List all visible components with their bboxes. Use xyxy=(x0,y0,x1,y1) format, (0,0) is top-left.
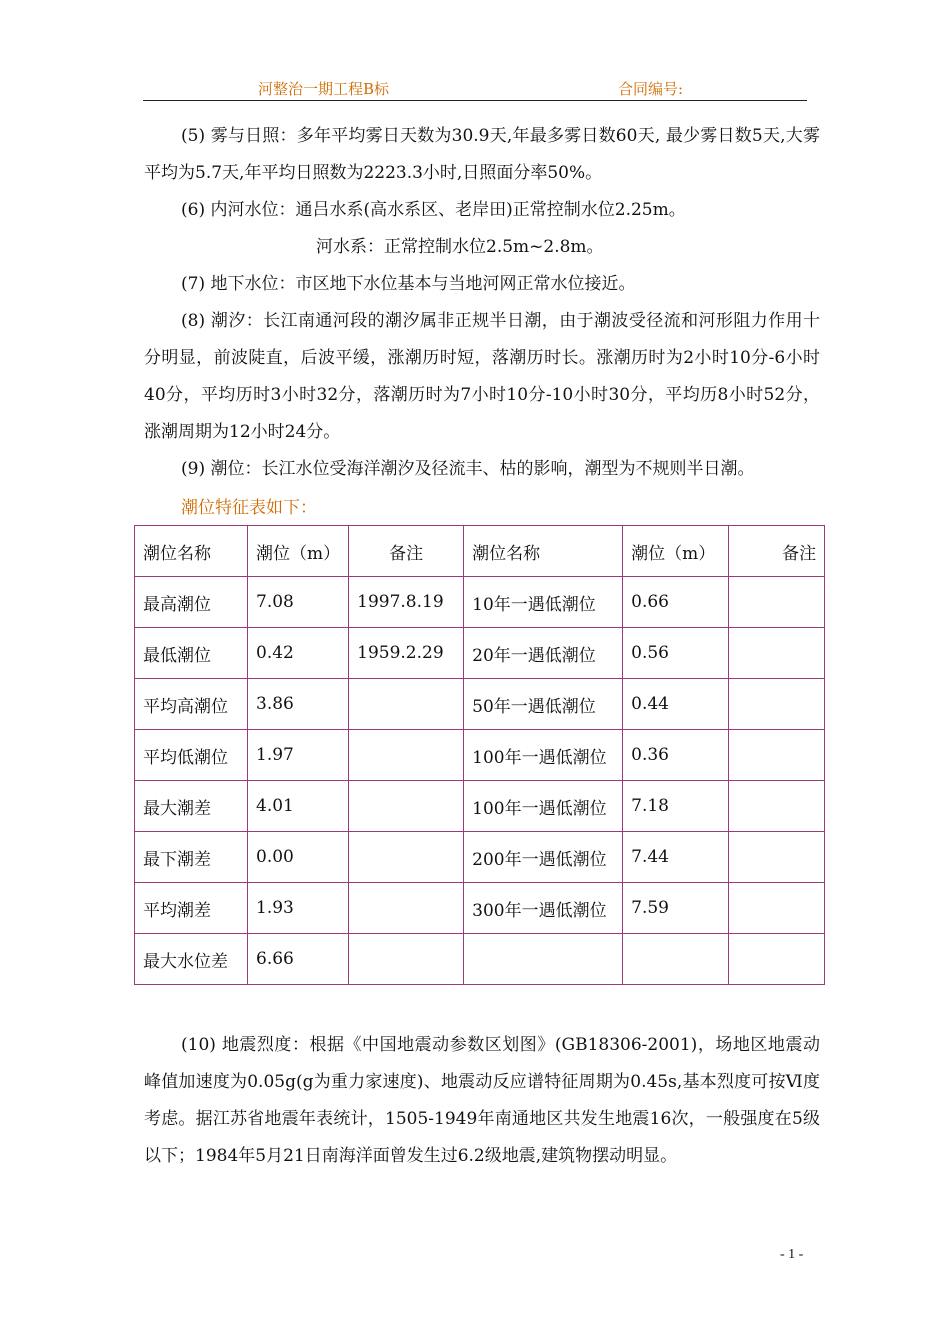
header-cell: 备注 xyxy=(729,526,825,577)
page-header xyxy=(143,76,807,101)
table-row xyxy=(135,577,825,628)
table-caption: 潮位特征表如下： xyxy=(181,498,317,518)
table-cell: 7.18 xyxy=(623,781,729,832)
paragraph-inland-water-level: (6) 内河水位：通吕水系(高水系区、老岸田)正常控制水位2.25m。 xyxy=(181,200,686,220)
paragraph-groundwater-level: (7) 地下水位：市区地下水位基本与当地河网正常水位接近。 xyxy=(181,274,636,294)
table-cell: 平均低潮位 xyxy=(135,730,248,781)
table-cell xyxy=(729,730,825,781)
table-row xyxy=(135,934,825,985)
tide-level-table xyxy=(134,525,825,985)
table-cell xyxy=(623,934,729,985)
table-cell: 100年一遇低潮位 xyxy=(464,730,623,781)
table-cell: 4.01 xyxy=(248,781,349,832)
table-cell xyxy=(729,628,825,679)
table-cell: 0.00 xyxy=(248,832,349,883)
header-cell: 潮位名称 xyxy=(135,526,248,577)
table-cell: 平均高潮位 xyxy=(135,679,248,730)
header-contract-number: 合同编号: xyxy=(618,80,684,98)
table-cell: 6.66 xyxy=(248,934,349,985)
table-cell xyxy=(349,781,464,832)
table-cell: 1.97 xyxy=(248,730,349,781)
table-row xyxy=(135,781,825,832)
table-cell: 100年一遇低潮位 xyxy=(464,781,623,832)
table-row xyxy=(135,832,825,883)
table-cell xyxy=(729,883,825,934)
table-cell: 3.86 xyxy=(248,679,349,730)
table-cell: 10年一遇低潮位 xyxy=(464,577,623,628)
table-row xyxy=(135,730,825,781)
table-cell: 1959.2.29 xyxy=(349,628,464,679)
table-cell: 平均潮差 xyxy=(135,883,248,934)
table-cell xyxy=(729,577,825,628)
table-cell xyxy=(729,832,825,883)
table-cell xyxy=(349,730,464,781)
header-cell: 潮位名称 xyxy=(464,526,623,577)
paragraph-seismic-intensity: (10) 地震烈度：根据《中国地震动参数区划图》(GB18306-2001)，场地区地震动峰值加速度为0.05g(g为重力家速度)、地震动反应谱特征周期为0.45s,基本烈度可按Ⅵ度考虑。据江苏省地震年表统计，1505-1949年南通地区共发生地震16次，一般强度在5级以下；1984年5月21日南海洋面曾发生过6.2级地震,建筑物摆动明显。 xyxy=(144,1035,820,1166)
paragraph-tide-level: (9) 潮位：长江水位受海洋潮汐及径流丰、枯的影响，潮型为不规则半日潮。 xyxy=(181,459,755,479)
table-cell xyxy=(729,679,825,730)
table-cell xyxy=(729,934,825,985)
table-cell xyxy=(464,934,623,985)
table-cell: 最低潮位 xyxy=(135,628,248,679)
table-cell: 50年一遇低潮位 xyxy=(464,679,623,730)
table-cell xyxy=(349,883,464,934)
table-cell: 1997.8.19 xyxy=(349,577,464,628)
table-row xyxy=(135,883,825,934)
paragraph-fog-sunshine: (5) 雾与日照：多年平均雾日天数为30.9天,年最多雾日数60天, 最少雾日数5天,大雾平均为5.7天,年平均日照数为2223.3小时,日照面分率50%。 xyxy=(144,126,820,183)
table-cell: 0.44 xyxy=(623,679,729,730)
table-header-row xyxy=(135,526,825,577)
table-cell: 300年一遇低潮位 xyxy=(464,883,623,934)
header-cell: 备注 xyxy=(349,526,464,577)
table-cell: 7.08 xyxy=(248,577,349,628)
table-cell: 200年一遇低潮位 xyxy=(464,832,623,883)
table-row xyxy=(135,628,825,679)
table-cell: 最大水位差 xyxy=(135,934,248,985)
table-cell: 最大潮差 xyxy=(135,781,248,832)
table-cell: 最下潮差 xyxy=(135,832,248,883)
table-cell: 0.56 xyxy=(623,628,729,679)
table-cell xyxy=(349,832,464,883)
table-cell: 0.66 xyxy=(623,577,729,628)
page-number: - 1 - xyxy=(780,1247,804,1262)
paragraph-tide: (8) 潮汐：长江南通河段的潮汐属非正规半日潮，由于潮波受径流和河形阻力作用十分明显，前波陡直，后波平缓，涨潮历时短，落潮历时长。涨潮历时为2小时10分-6小时40分，平均历时3小时32分，落潮历时为7小时10分-10小时30分，平均历8小时52分，涨潮周期为12小时24分。 xyxy=(144,311,820,442)
table-row xyxy=(135,679,825,730)
table-cell: 最高潮位 xyxy=(135,577,248,628)
table-cell xyxy=(349,934,464,985)
header-cell: 潮位（m） xyxy=(248,526,349,577)
table-cell: 7.44 xyxy=(623,832,729,883)
table-cell: 7.59 xyxy=(623,883,729,934)
table-cell xyxy=(349,679,464,730)
table-cell: 0.36 xyxy=(623,730,729,781)
table-cell: 20年一遇低潮位 xyxy=(464,628,623,679)
table-cell: 1.93 xyxy=(248,883,349,934)
paragraph-river-water-level: 河水系：正常控制水位2.5m~2.8m。 xyxy=(316,237,604,257)
header-project-name: 河整治一期工程B标 xyxy=(258,80,390,98)
header-cell: 潮位（m） xyxy=(623,526,729,577)
table-cell: 0.42 xyxy=(248,628,349,679)
table-cell xyxy=(729,781,825,832)
